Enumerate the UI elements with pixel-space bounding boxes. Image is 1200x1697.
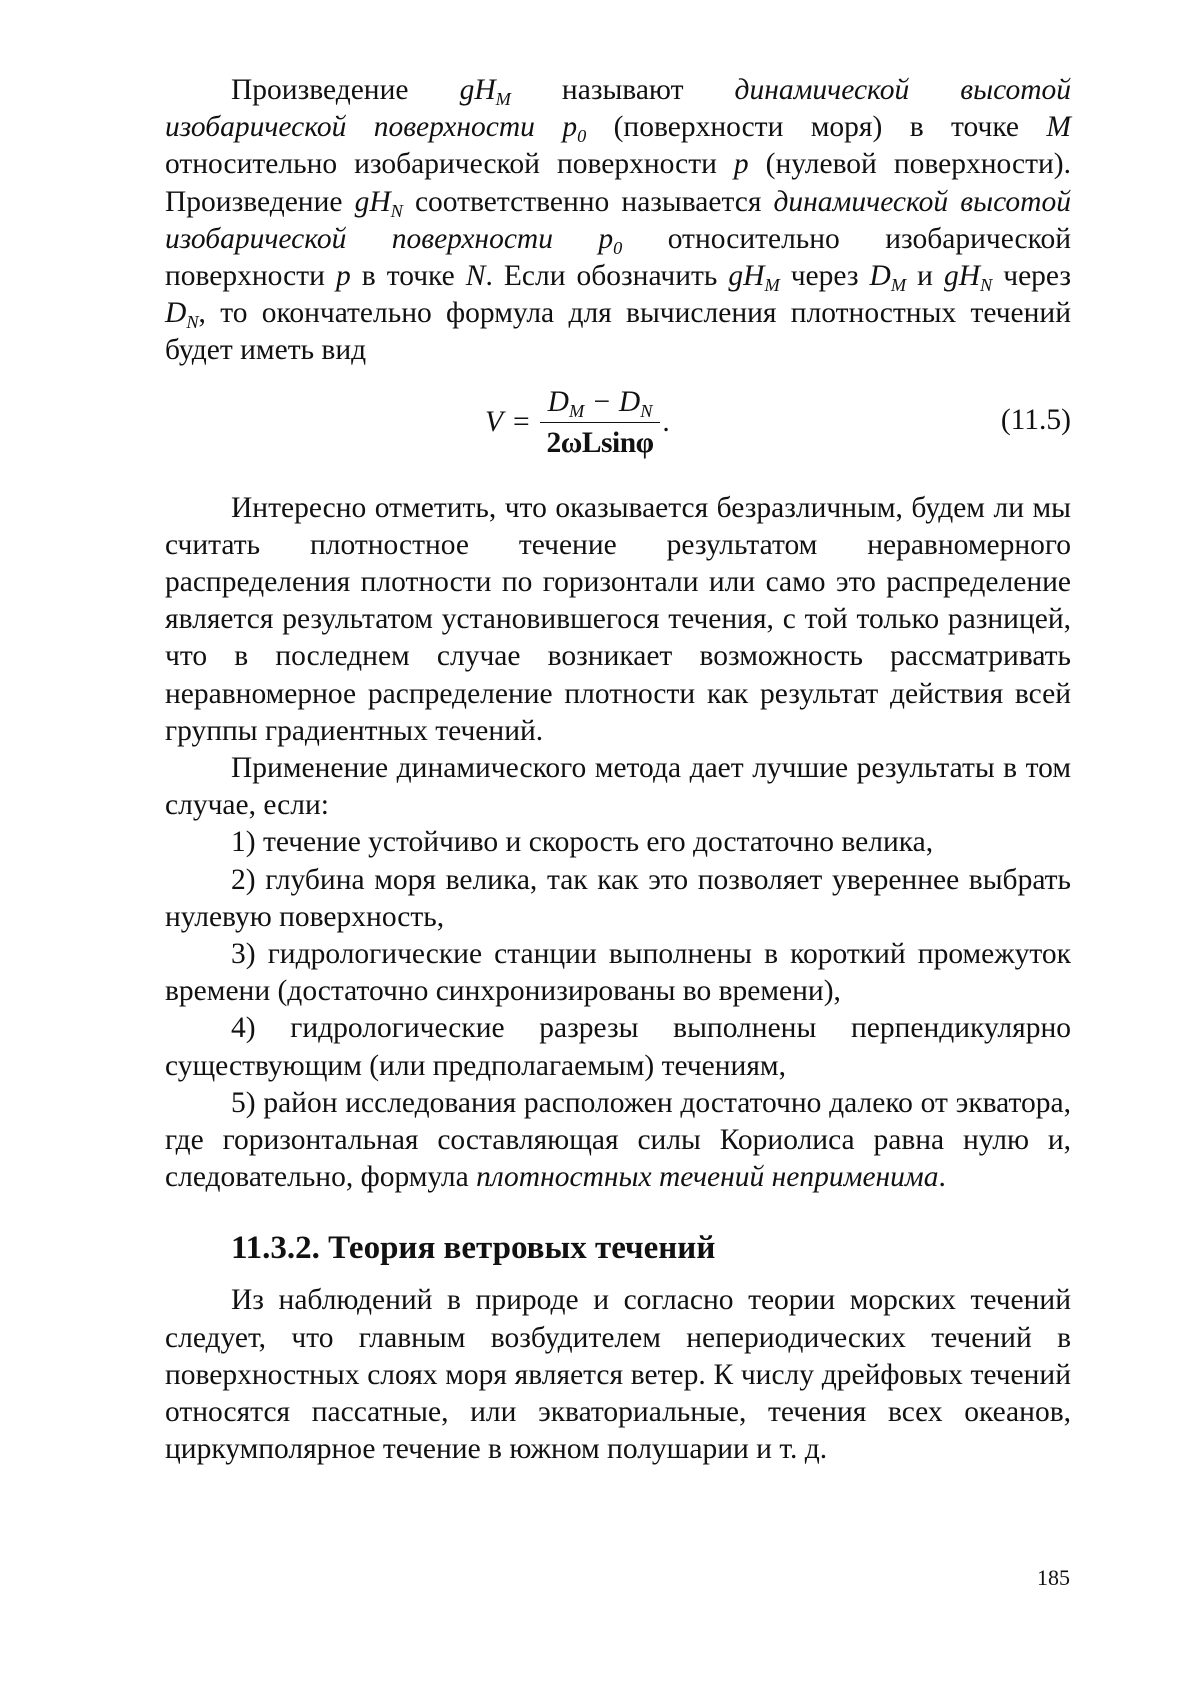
math-sub: M <box>764 275 779 295</box>
text-run: . Если обозначить <box>485 260 728 292</box>
text-run: относительно изобарической поверхности <box>165 223 1071 292</box>
text-run: и <box>906 260 944 292</box>
text-run: относительно изобарической поверхности <box>165 148 734 180</box>
math-sub: 0 <box>577 126 586 146</box>
equation-number: (11.5) <box>1001 402 1071 439</box>
list-item <box>165 1085 1071 1197</box>
math-gH: gH <box>355 186 391 218</box>
math-sub: M <box>891 275 906 295</box>
text-run: (поверхности моря) в точке <box>586 111 1046 143</box>
formula-lhs: V <box>485 404 503 441</box>
text-run: Произведение <box>231 74 460 106</box>
math-minus: − <box>584 386 619 418</box>
fraction-numerator <box>540 382 661 423</box>
list-item: 3) гидрологические станции выполнены в короткий промежуток времени (достаточно синхронизированы во времени), <box>165 936 1071 1010</box>
list-item: 1) течение устойчиво и скорость его достаточно велика, <box>165 824 1071 861</box>
section-heading: 11.3.2. Теория ветровых течений <box>165 1228 1071 1268</box>
formula-11-5 <box>165 374 1071 484</box>
list-item: 2) глубина моря велика, так как это позволяет увереннее выбрать нулевую поверхность, <box>165 862 1071 936</box>
text-run: соответственно называется <box>403 186 774 218</box>
formula-equals: = <box>513 404 530 441</box>
text-run: называют <box>511 74 735 106</box>
math-D: D <box>165 297 186 329</box>
math-p: p <box>734 148 749 180</box>
math-sub: M <box>569 400 584 420</box>
italic-term: динамической высотой изобарической поверхности <box>165 74 1071 143</box>
math-p: p <box>598 223 613 255</box>
math-sub: N <box>640 400 652 420</box>
math-N: N <box>466 260 486 292</box>
page-number: 185 <box>1037 1565 1070 1591</box>
fraction <box>485 382 670 463</box>
math-sub: M <box>496 89 511 109</box>
text-run: 5) район исследования расположен достаточно далеко от экватора, где горизонтальная составляющая силы Кориолиса равна нулю и, следовательно, формула <box>165 1087 1071 1193</box>
math-sub: N <box>980 275 992 295</box>
paragraph-method-conditions: Применение динамического метода дает лучшие результаты в том случае, если: <box>165 750 1071 824</box>
text-run: в точке <box>351 260 466 292</box>
math-gH: gH <box>460 74 496 106</box>
italic-term: плотностных течений неприменима <box>476 1161 938 1193</box>
math-D: D <box>548 386 569 418</box>
text-run: . <box>939 1161 946 1193</box>
math-sub: N <box>391 200 403 220</box>
italic-term: динамической высотой изобарической поверхности <box>165 186 1071 255</box>
formula-period: . <box>662 404 669 441</box>
fraction-body <box>540 382 661 463</box>
text-run: , то окончательно формула для вычисления плотностных течений будет иметь вид <box>165 297 1071 366</box>
math-p: p <box>336 260 351 292</box>
math-gH: gH <box>944 260 980 292</box>
math-D: D <box>870 260 891 292</box>
page-body <box>165 72 1071 1469</box>
math-D: D <box>619 386 640 418</box>
list-item: 4) гидрологические разрезы выполнены перпендикулярно существующим (или предполагаемым) течениям, <box>165 1010 1071 1084</box>
text-run: через <box>992 260 1071 292</box>
math-sub: 0 <box>613 238 622 258</box>
paragraph-dynamic-height <box>165 72 1071 370</box>
text-run: (нулевой поверхности). Произведение <box>165 148 1071 217</box>
paragraph-indifference: Интересно отметить, что оказывается безразличным, будем ли мы считать плотностное течение результатом неравномерного распределения плотности по горизонтали или само это распределение является результатом установившегося течения, с той только разницей, что в последнем случае возникает возможность рассматривать неравномерное распределение плотности как результат действия всей группы градиентных течений. <box>165 490 1071 750</box>
text-run: через <box>780 260 870 292</box>
paragraph-wind-currents: Из наблюдений в природе и согласно теории морских течений следует, что главным возбудителем непериодических течений в поверхностных слоях моря является ветер. К числу дрейфовых течений относятся пассатные, или экваториальные, течения всех океанов, циркумполярное течение в южном полушарии и т. д. <box>165 1282 1071 1468</box>
math-p: p <box>562 111 577 143</box>
math-gH: gH <box>728 260 764 292</box>
math-sub: N <box>186 312 198 332</box>
fraction-denominator: 2ωLsinφ <box>547 423 654 463</box>
math-M: M <box>1046 111 1071 143</box>
